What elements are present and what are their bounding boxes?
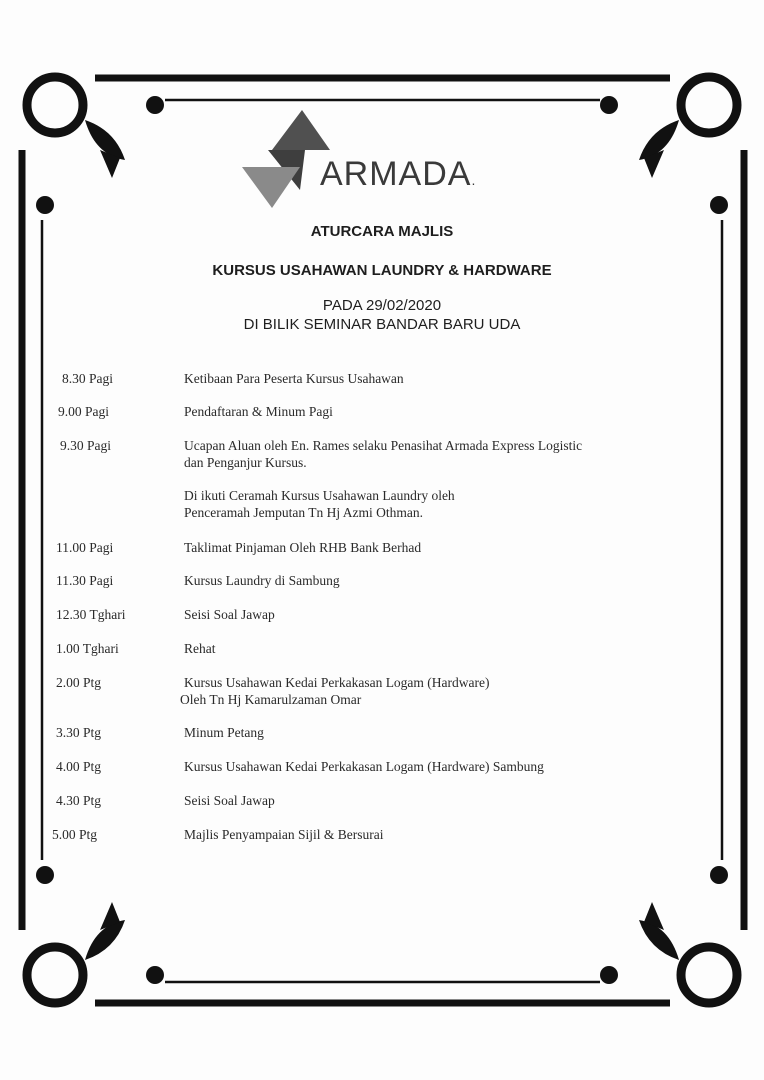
schedule-time: 11.00 Pagi (56, 540, 114, 555)
schedule-activity: Majlis Penyampaian Sijil & Bersurai (184, 827, 384, 842)
schedule-time: 4.30 Ptg (56, 793, 102, 808)
schedule-activity: Kursus Usahawan Kedai Perkakasan Logam (Hardware) (184, 675, 490, 690)
schedule-activity: Taklimat Pinjaman Oleh RHB Bank Berhad (184, 540, 422, 555)
armada-logo-icon (242, 110, 330, 208)
schedule-activity: Ketibaan Para Peserta Kursus Usahawan (184, 371, 404, 386)
schedule-activity: Rehat (184, 641, 216, 656)
schedule-activity: Oleh Tn Hj Kamarulzaman Omar (180, 692, 362, 707)
schedule-time: 8.30 Pagi (62, 371, 114, 386)
schedule-time: 3.30 Ptg (56, 725, 102, 740)
page-title: ATURCARA MAJLIS (310, 223, 454, 240)
schedule-time: 4.00 Ptg (56, 759, 102, 774)
schedule-time: 12.30 Tghari (56, 607, 126, 622)
schedule-activity: Seisi Soal Jawap (184, 793, 275, 808)
schedule-activity: Penceramah Jemputan Tn Hj Azmi Othman. (184, 505, 423, 520)
schedule-activity: Seisi Soal Jawap (184, 607, 275, 622)
schedule-activity: Pendaftaran & Minum Pagi (184, 404, 333, 419)
event-venue: DI BILIK SEMINAR BANDAR BARU UDA (243, 316, 521, 333)
schedule-time: 2.00 Ptg (56, 675, 102, 690)
schedule-activity: Ucapan Aluan oleh En. Rames selaku Penasihat Armada Express Logistic (184, 438, 583, 453)
schedule-activity: Di ikuti Ceramah Kursus Usahawan Laundry oleh (184, 488, 455, 503)
logo-wordmark: ARMADA. (320, 155, 477, 193)
schedule-activity: Minum Petang (184, 725, 264, 740)
schedule-time: 9.30 Pagi (60, 438, 112, 453)
schedule-activity: dan Penganjur Kursus. (184, 455, 307, 470)
schedule-time: 11.30 Pagi (56, 573, 114, 588)
schedule-time: 9.00 Pagi (58, 404, 110, 419)
schedule-time: 1.00 Tghari (56, 641, 119, 656)
schedule-activity: Kursus Usahawan Kedai Perkakasan Logam (Hardware) Sambung (184, 759, 544, 774)
schedule-time: 5.00 Ptg (52, 827, 98, 842)
event-date: PADA 29/02/2020 (322, 297, 442, 314)
event-subtitle: KURSUS USAHAWAN LAUNDRY & HARDWARE (212, 262, 552, 279)
schedule-activity: Kursus Laundry di Sambung (184, 573, 340, 588)
